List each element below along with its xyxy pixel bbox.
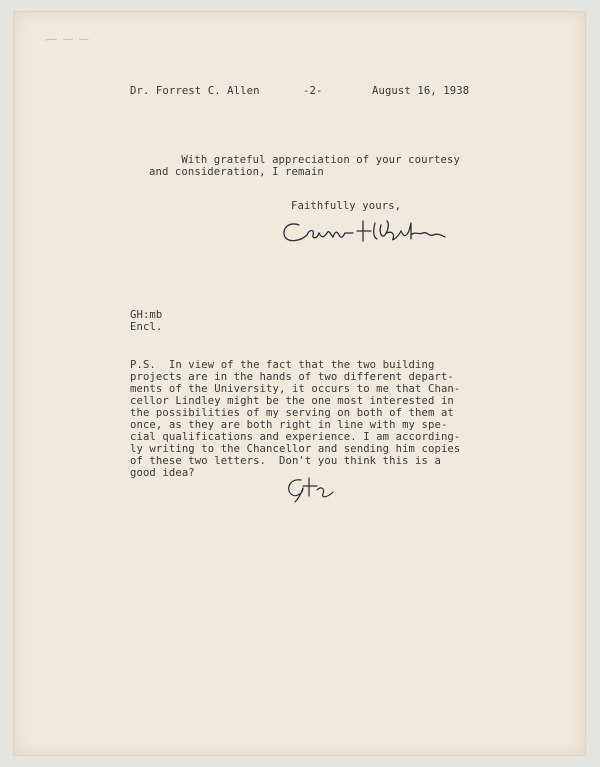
postscript-line: ments of the University, it occurs to me that Chan-: [130, 383, 461, 395]
closing-paragraph-line-2: and consideration, I remain: [149, 166, 324, 178]
header-page-number: -2-: [303, 85, 323, 97]
postscript-line: the possibilities of my serving on both of them at: [130, 407, 454, 419]
ink-smudge: [43, 36, 93, 42]
postscript-line: of these two letters. Don't you think this is a: [130, 455, 441, 467]
postscript-line: P.S. In view of the fact that the two building: [130, 359, 435, 371]
complimentary-close: Faithfully yours,: [291, 200, 402, 212]
header-date: August 16, 1938: [372, 85, 470, 97]
postscript-line: projects are in the hands of two different depart-: [130, 371, 454, 383]
postscript-line: cellor Lindley might be the one most interested in: [130, 395, 454, 407]
postscript-line: good idea?: [130, 467, 195, 479]
postscript-line: cial qualifications and experience. I am according-: [130, 431, 461, 443]
postscript-line: ly writing to the Chancellor and sending him copies: [130, 443, 461, 455]
enclosure-notation: Encl.: [130, 321, 163, 333]
postscript-line: once, as they are both right in line with my spe-: [130, 419, 448, 431]
reference-initials: GH:mb: [130, 309, 163, 321]
letter-page: [13, 11, 586, 756]
postscript-initials: [281, 474, 341, 504]
header-recipient: Dr. Forrest C. Allen: [130, 85, 260, 97]
signature: [277, 213, 457, 249]
closing-paragraph-line-1: With grateful appreciation of your courtesy: [149, 154, 460, 166]
